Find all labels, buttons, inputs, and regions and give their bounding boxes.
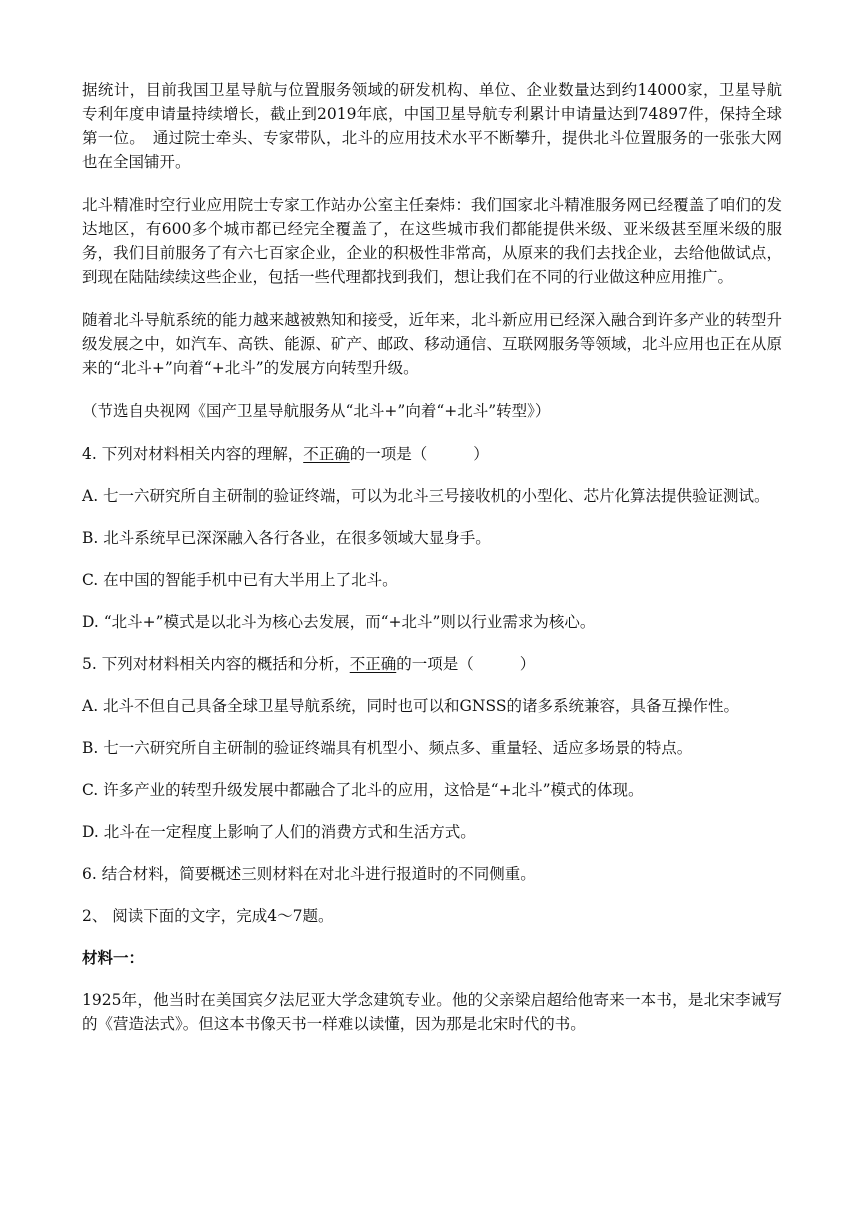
document-page: [82, 78, 782, 1036]
source-note: （节选自央视网《国产卫星导航服务从“北斗+”向着“+北斗”转型》）: [82, 402, 551, 420]
question-5-suffix: 的一项是（: [396, 655, 474, 673]
paragraph-quote: 北斗精准时空行业应用院士专家工作站办公室主任秦炜：我们国家北斗精准服务网已经覆盖了咱们的发达地区，有600多个城市都已经完全覆盖了，在这些城市我们都能提供米级、亚米级甚至厘米级的服务，我们目前服务了有六七百家企业，企业的积极性非常高，从原来的我们去找企业，去给他做试点，到现在陆陆续续这些企业，包括一些代理都找到我们，想让我们在不同的行业做这种应用推广。: [82, 196, 782, 286]
question-5-option-d: D. 北斗在一定程度上影响了人们的消费方式和生活方式。: [82, 823, 476, 841]
paragraph-trend: 随着北斗导航系统的能力越来越被熟知和接受，近年来，北斗新应用已经深入融合到许多产业的转型升级发展之中，如汽车、高铁、能源、矿产、邮政、移动通信、互联网服务等领域，北斗应用也正在从原来的“北斗+”向着“+北斗”的发展方向转型升级。: [82, 311, 782, 377]
question-4-option-a: A. 七一六研究所自主研制的验证终端，可以为北斗三号接收机的小型化、芯片化算法提供验证测试。: [82, 487, 770, 505]
paragraph-statistics: 据统计，目前我国卫星导航与位置服务领域的研发机构、单位、企业数量达到约14000家，卫星导航专利年度申请量持续增长，截止到2019年底，中国卫星导航专利累计申请量达到74897件，保持全球第一位。 通过院士牵头、专家带队，北斗的应用技术水平不断攀升，提供北斗位置服务的一张张大网也在全国铺开。: [82, 81, 782, 171]
question-5: [82, 652, 782, 676]
question-4-underlined: 不正确: [303, 445, 350, 463]
question-4-close: ）: [473, 445, 489, 463]
question-4-option-d: D. “北斗+”模式是以北斗为核心去发展，而“+北斗”则以行业需求为核心。: [82, 613, 596, 631]
question-5-underlined: 不正确: [349, 655, 397, 673]
question-4-prefix: 4. 下列对材料相关内容的理解，: [82, 445, 304, 463]
section-2-instruction: 2、 阅读下面的文字，完成4～7题。: [82, 907, 334, 925]
question-4-option-c: C. 在中国的智能手机中已有大半用上了北斗。: [82, 571, 398, 589]
question-5-prefix: 5. 下列对材料相关内容的概括和分析，: [82, 655, 350, 673]
question-4-option-b: B. 北斗系统早已深深融入各行各业，在很多领域大显身手。: [82, 529, 491, 547]
question-6: 6. 结合材料，简要概述三则材料在对北斗进行报道时的不同侧重。: [82, 865, 536, 883]
material-1-heading: 材料一：: [82, 948, 145, 967]
question-5-close: ）: [519, 655, 536, 673]
material-1-paragraph: 1925年，他当时在美国宾夕法尼亚大学念建筑专业。他的父亲梁启超给他寄来一本书，是北宋李诫写的《营造法式》。但这本书像天书一样难以读懂，因为那是北宋时代的书。: [82, 991, 782, 1033]
question-5-option-a: A. 北斗不但自己具备全球卫星导航系统，同时也可以和GNSS的诸多系统兼容，具备互操作性。: [82, 697, 739, 715]
question-4: [82, 442, 782, 466]
question-5-option-c: C. 许多产业的转型升级发展中都融合了北斗的应用，这恰是“+北斗”模式的体现。: [82, 781, 644, 799]
question-5-option-b: B. 七一六研究所自主研制的验证终端具有机型小、频点多、重量轻、适应多场景的特点。: [82, 739, 693, 757]
question-4-suffix: 的一项是（: [349, 445, 428, 463]
